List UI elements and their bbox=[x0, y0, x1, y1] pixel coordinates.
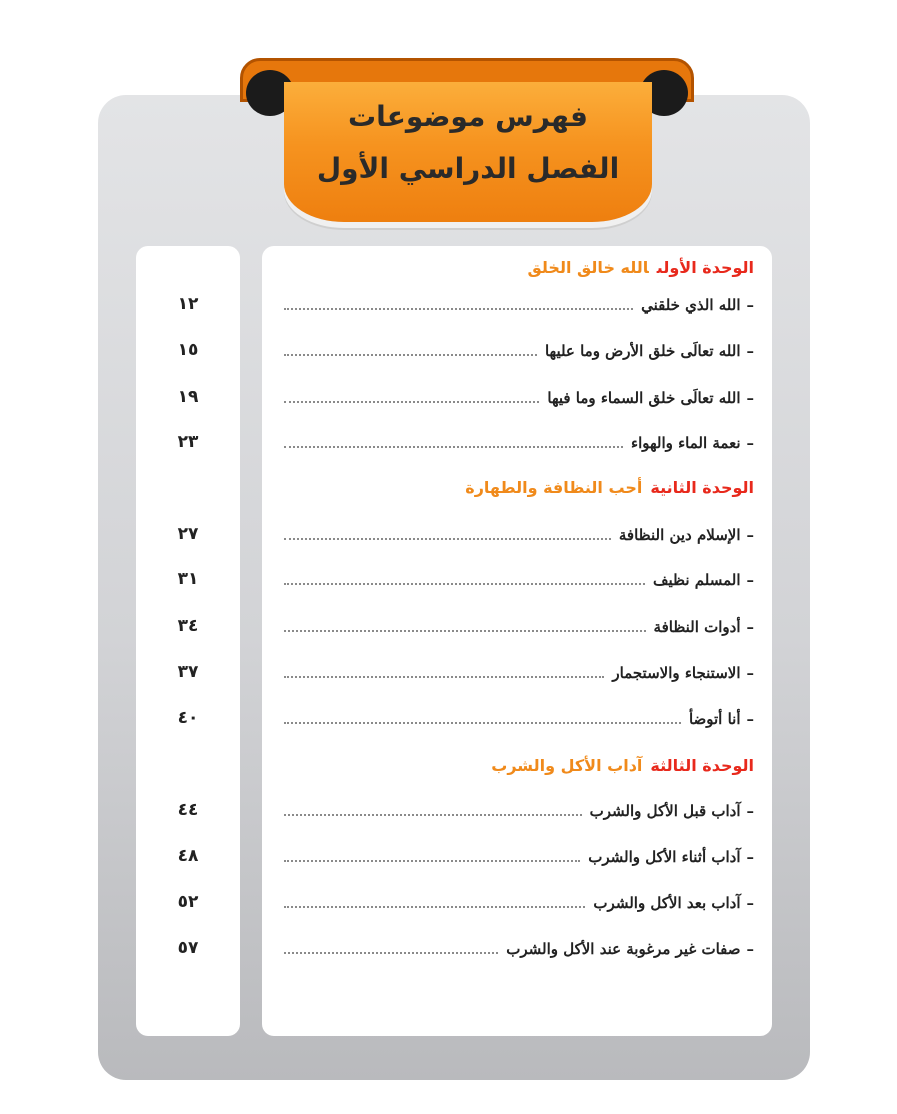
page-number: ٢٣ bbox=[177, 432, 199, 452]
entry-dash: – bbox=[746, 894, 754, 912]
entry-title: الاستنجاء والاستجمار bbox=[612, 664, 741, 682]
page-number: ٤٠ bbox=[177, 708, 199, 728]
toc-entry[interactable] bbox=[284, 520, 754, 544]
entry-title: أنا أتوضأ bbox=[688, 710, 741, 728]
entry-title: صفات غير مرغوبة عند الأكل والشرب bbox=[506, 940, 741, 958]
entry-dash: – bbox=[746, 710, 754, 728]
dot-leader bbox=[284, 676, 604, 678]
banner-title: فهرس موضوعات bbox=[348, 100, 588, 133]
page-number: ٥٢ bbox=[177, 892, 199, 912]
toc-entry[interactable] bbox=[284, 612, 754, 636]
entry-dash: – bbox=[746, 342, 754, 360]
dot-leader bbox=[284, 860, 580, 862]
page-number: ١٥ bbox=[177, 340, 199, 360]
dot-leader bbox=[284, 308, 633, 310]
page-number: ٢٧ bbox=[177, 524, 199, 544]
entry-title: الله تعالَى خلق الأرض وما عليها bbox=[544, 342, 741, 360]
unit-number: الوحدة الأولى bbox=[656, 258, 754, 277]
page-number: ٣١ bbox=[177, 569, 199, 589]
banner-subtitle: الفصل الدراسي الأول bbox=[316, 152, 620, 185]
entry-title: أدوات النظافة bbox=[653, 618, 741, 636]
toc-entry[interactable] bbox=[284, 565, 754, 589]
title-banner bbox=[284, 82, 652, 222]
dot-leader bbox=[284, 446, 623, 448]
dot-leader bbox=[284, 722, 681, 724]
toc-entry[interactable] bbox=[284, 842, 754, 866]
unit-title: أحب النظافة والطهارة bbox=[465, 478, 643, 497]
entry-title: الإسلام دين النظافة bbox=[618, 526, 741, 544]
toc-entry[interactable] bbox=[284, 290, 754, 314]
entry-title: الله الذي خلقني bbox=[641, 296, 741, 314]
unit-title: الله خالق الخلق bbox=[527, 258, 649, 277]
unit-number: الوحدة الثالثة bbox=[650, 756, 754, 775]
dot-leader bbox=[284, 630, 646, 632]
page-numbers-panel bbox=[136, 246, 240, 1036]
unit-number: الوحدة الثانية bbox=[650, 478, 754, 497]
page-number: ١٩ bbox=[177, 387, 199, 407]
unit-heading bbox=[527, 258, 754, 277]
dot-leader bbox=[284, 952, 498, 954]
dot-leader bbox=[284, 906, 585, 908]
toc-entry[interactable] bbox=[284, 383, 754, 407]
entry-dash: – bbox=[746, 664, 754, 682]
dot-leader bbox=[284, 401, 539, 403]
unit-heading bbox=[465, 478, 754, 497]
entry-dash: – bbox=[746, 940, 754, 958]
page-number: ٣٧ bbox=[177, 662, 199, 682]
entry-dash: – bbox=[746, 526, 754, 544]
unit-heading bbox=[491, 756, 754, 775]
page-number: ٤٨ bbox=[177, 846, 199, 866]
toc-entry[interactable] bbox=[284, 888, 754, 912]
toc-entry[interactable] bbox=[284, 336, 754, 360]
entry-title: الله تعالَى خلق السماء وما فيها bbox=[547, 389, 741, 407]
entry-dash: – bbox=[746, 571, 754, 589]
dot-leader bbox=[284, 583, 645, 585]
toc-entry[interactable] bbox=[284, 934, 754, 958]
entry-title: نعمة الماء والهواء bbox=[631, 434, 741, 452]
entry-dash: – bbox=[746, 434, 754, 452]
entry-title: آداب أثناء الأكل والشرب bbox=[588, 848, 741, 866]
toc-entry[interactable] bbox=[284, 704, 754, 728]
entry-dash: – bbox=[746, 848, 754, 866]
page-number: ٥٧ bbox=[177, 938, 199, 958]
toc-entry[interactable] bbox=[284, 428, 754, 452]
page-number: ٣٤ bbox=[177, 616, 199, 636]
entry-dash: – bbox=[746, 802, 754, 820]
page-number: ١٢ bbox=[177, 294, 199, 314]
entry-dash: – bbox=[746, 618, 754, 636]
entry-dash: – bbox=[746, 389, 754, 407]
entry-title: آداب قبل الأكل والشرب bbox=[589, 802, 741, 820]
entry-dash: – bbox=[746, 296, 754, 314]
toc-panel bbox=[262, 246, 772, 1036]
unit-title: آداب الأكل والشرب bbox=[491, 756, 643, 775]
toc-entry[interactable] bbox=[284, 658, 754, 682]
entry-title: المسلم نظيف bbox=[653, 571, 741, 589]
entry-title: آداب بعد الأكل والشرب bbox=[593, 894, 741, 912]
dot-leader bbox=[284, 354, 537, 356]
toc-entry[interactable] bbox=[284, 796, 754, 820]
dot-leader bbox=[284, 538, 611, 540]
page-number: ٤٤ bbox=[177, 800, 199, 820]
dot-leader bbox=[284, 814, 582, 816]
